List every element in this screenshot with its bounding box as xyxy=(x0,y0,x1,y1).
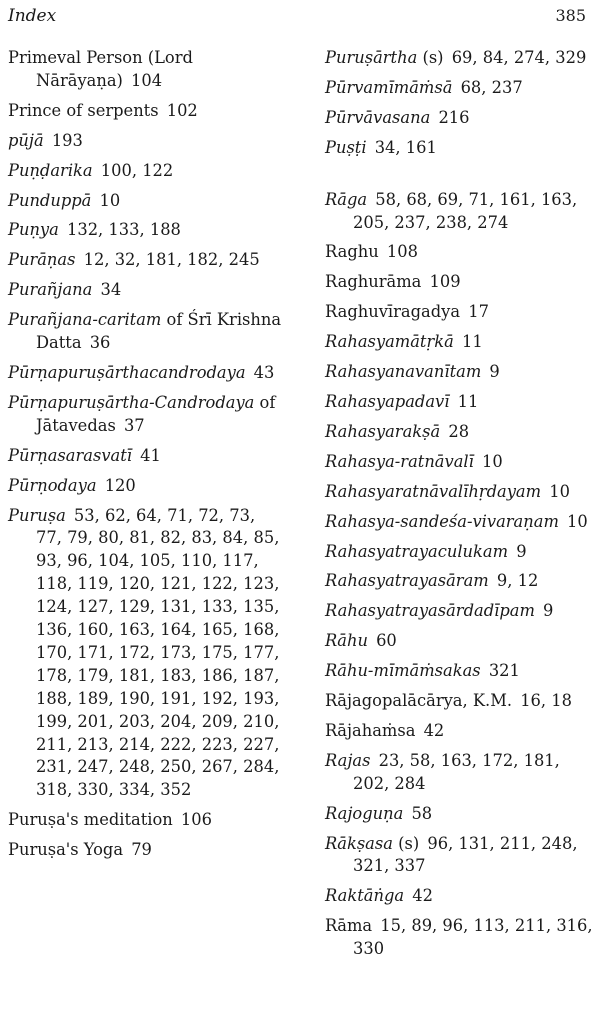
index-term: Rahasya-ratnāvalī xyxy=(325,451,474,471)
index-entry xyxy=(8,362,282,385)
index-term: Rahasyatrayasāram xyxy=(325,571,489,591)
index-term-suffix: of Śrī Krishna Datta xyxy=(36,310,282,353)
index-page-refs: 321 xyxy=(488,661,520,681)
index-term-suffix: of Jātavedas xyxy=(36,392,276,435)
index-entry xyxy=(325,331,593,354)
index-term: Rahasyanavanītam xyxy=(325,362,482,382)
index-page-refs: 34 xyxy=(100,280,122,300)
index-entry xyxy=(8,445,282,468)
index-page-refs: 53, 62, 64, 71, 72, 73, 77, 79, 80, 81, 82, 83, 84, 85, 93, 96, 104, 105, 110, 117, 118, 119, 120, 121, 122, 123, 124, 127, 129, 131, 133, 135, 136, 160, 163, 164, 165, 168, 170, 171, 172, 173, 175, 177, 178, 179, 181, 183, 186, 187, 188, 189, 190, 191, 192, 193, 199, 201, 203, 204, 209, 210, 211, 213, 214, 222, 223, 227, 231, 247, 248, 250, 267, 284, 318, 330, 334, 352 xyxy=(36,505,280,800)
index-term: Rahasyamātṛkā xyxy=(325,332,454,352)
index-page-refs: 16, 18 xyxy=(520,691,572,711)
index-term: Rājagopalācārya, K.M. xyxy=(325,691,513,711)
index-entry xyxy=(8,392,282,438)
index-term-suffix: (s) xyxy=(392,833,420,853)
index-page-refs: 37 xyxy=(123,415,145,435)
index-page-refs: 11 xyxy=(457,391,479,411)
index-page-refs: 108 xyxy=(386,242,418,262)
index-term: Puṣṭi xyxy=(325,137,367,157)
index-term: Rahasyapadavī xyxy=(325,391,450,411)
index-page-refs: 79 xyxy=(131,840,152,860)
index-term: Pūrṇasarasvatī xyxy=(8,445,132,465)
index-term: Raghuvīragadya xyxy=(325,302,461,322)
index-entry xyxy=(325,47,593,70)
index-page-refs: 17 xyxy=(468,302,489,322)
index-term: Rāma xyxy=(325,916,373,936)
index-page-refs: 10 xyxy=(481,451,503,471)
index-entry xyxy=(8,475,282,498)
index-entry xyxy=(325,361,593,384)
index-page-refs: 58 xyxy=(411,803,433,823)
index-entry xyxy=(325,77,593,100)
index-page-refs: 23, 58, 163, 172, 181, 202, 284 xyxy=(353,750,560,793)
index-term: Rajas xyxy=(325,750,371,770)
index-term: Puṇḍarika xyxy=(8,160,93,180)
index-page-refs: 12, 32, 181, 182, 245 xyxy=(83,250,260,270)
index-term: Puruṣārtha xyxy=(325,48,418,67)
index-column-left xyxy=(8,47,282,869)
index-page-refs: 58, 68, 69, 71, 161, 163, 205, 237, 238, 274 xyxy=(353,189,578,232)
index-page-refs: 9, 12 xyxy=(496,571,539,591)
index-term: Pūrṇodaya xyxy=(8,475,97,495)
index-page-refs: 42 xyxy=(412,886,433,906)
index-term: Rahasyatrayaculukam xyxy=(325,541,509,561)
index-page-refs: 9 xyxy=(543,601,554,621)
index-page-refs: 41 xyxy=(140,445,161,465)
index-entry xyxy=(8,249,282,272)
index-page-refs: 132, 133, 188 xyxy=(66,220,181,240)
index-entry xyxy=(325,137,593,160)
index-term: Pūrṇapuruṣārthacandrodaya xyxy=(8,362,246,382)
index-page-refs: 36 xyxy=(89,333,111,353)
index-page-refs: 106 xyxy=(180,810,212,830)
index-entry xyxy=(8,219,282,242)
index-entry xyxy=(8,505,282,803)
index-entry xyxy=(325,720,593,743)
index-entry xyxy=(8,47,282,93)
index-entry xyxy=(325,600,593,623)
index-entry xyxy=(325,481,593,504)
index-entry xyxy=(325,189,593,235)
index-entry xyxy=(8,130,282,153)
index-page-refs: 104 xyxy=(131,70,163,90)
index-term: Punduppā xyxy=(8,190,92,210)
index-term: Raghurāma xyxy=(325,272,422,292)
index-page-refs: 68, 237 xyxy=(460,77,523,97)
index-term: Rāga xyxy=(325,189,368,209)
index-entry xyxy=(8,100,282,123)
index-entry xyxy=(325,511,593,534)
index-entry xyxy=(325,271,593,294)
index-term: Purāṇas xyxy=(8,250,76,270)
index-term: Purañjana-caritam xyxy=(8,310,162,330)
index-page-refs: 193 xyxy=(51,130,83,150)
index-entry xyxy=(325,570,593,593)
index-page-refs: 10 xyxy=(549,481,570,501)
index-page-refs: 42 xyxy=(423,720,445,740)
index-entry xyxy=(325,750,593,796)
index-entry xyxy=(325,451,593,474)
index-term: Rahasyaratnāvalīhṛdayam xyxy=(325,481,542,501)
index-entry xyxy=(325,391,593,414)
index-term: Prince of serpents xyxy=(8,100,159,120)
index-page-refs: 9 xyxy=(489,362,500,382)
index-term: Rāhu-mīmāṁsakas xyxy=(325,661,481,681)
index-page-refs: 69, 84, 274, 329 xyxy=(451,48,587,67)
index-term: Rājahaṁsa xyxy=(325,720,416,740)
index-entry xyxy=(325,690,593,713)
page-number: 385 xyxy=(555,6,586,25)
index-entry xyxy=(325,541,593,564)
index-term: Purañjana xyxy=(8,280,93,300)
index-page-refs: 34, 161 xyxy=(374,137,437,157)
index-page-refs: 10 xyxy=(567,511,588,531)
index-entry xyxy=(8,309,282,355)
index-term: Pūrvamīmāṁsā xyxy=(325,77,453,97)
index-page-refs: 60 xyxy=(376,631,397,651)
index-entry xyxy=(325,241,593,264)
index-term: Rahasyatrayasārdadīpam xyxy=(325,601,535,621)
index-entry xyxy=(325,107,593,130)
index-page-refs: 10 xyxy=(99,190,121,210)
index-entry xyxy=(8,160,282,183)
page-header xyxy=(8,6,586,28)
index-term: Rākṣasa xyxy=(325,833,393,853)
index-page-refs: 15, 89, 96, 113, 211, 316, 330 xyxy=(353,916,593,959)
index-page-refs: 96, 131, 211, 248, 321, 337 xyxy=(353,833,578,876)
index-term: Rahasyarakṣā xyxy=(325,421,441,441)
index-entry xyxy=(325,915,593,961)
index-entry xyxy=(325,833,593,879)
running-title: Index xyxy=(8,6,57,26)
index-term: Rajoguṇa xyxy=(325,803,404,823)
index-entry xyxy=(8,809,282,832)
index-page-refs: 216 xyxy=(438,107,470,127)
index-page-refs: 11 xyxy=(461,332,483,352)
index-entry xyxy=(325,630,593,653)
index-entry xyxy=(325,421,593,444)
index-term: Puṇya xyxy=(8,220,59,240)
index-term: Pūrvāvasana xyxy=(325,107,431,127)
index-term: Puruṣa xyxy=(8,505,66,525)
index-term: Raghu xyxy=(325,242,379,262)
index-entry xyxy=(8,839,282,862)
index-page-refs: 109 xyxy=(429,272,461,292)
index-term: Raktāṅga xyxy=(325,886,405,906)
index-term-suffix: (s) xyxy=(417,48,444,67)
index-term: Rahasya-sandeśa-vivaraṇam xyxy=(325,511,559,531)
index-entry xyxy=(325,301,593,324)
index-page-refs: 9 xyxy=(516,541,527,561)
index-term: Puruṣa's Yoga xyxy=(8,840,124,860)
index-term: Primeval Person (Lord Nārāyaṇa) xyxy=(8,48,193,90)
index-term: pūjā xyxy=(8,130,44,150)
index-column-right xyxy=(325,47,593,968)
index-term: Rāhu xyxy=(325,631,368,651)
index-entry xyxy=(8,190,282,213)
index-page-refs: 102 xyxy=(166,100,198,120)
index-page-refs: 100, 122 xyxy=(100,160,174,180)
index-entry xyxy=(325,660,593,683)
index-entry xyxy=(8,279,282,302)
index-page-refs: 120 xyxy=(104,475,136,495)
index-entry xyxy=(325,803,593,826)
index-entry xyxy=(325,885,593,908)
index-page-refs: 43 xyxy=(253,362,275,382)
index-term: Puruṣa's meditation xyxy=(8,810,173,830)
index-term: Pūrṇapuruṣārtha-Candrodaya xyxy=(8,392,255,412)
index-page-refs: 28 xyxy=(448,421,470,441)
